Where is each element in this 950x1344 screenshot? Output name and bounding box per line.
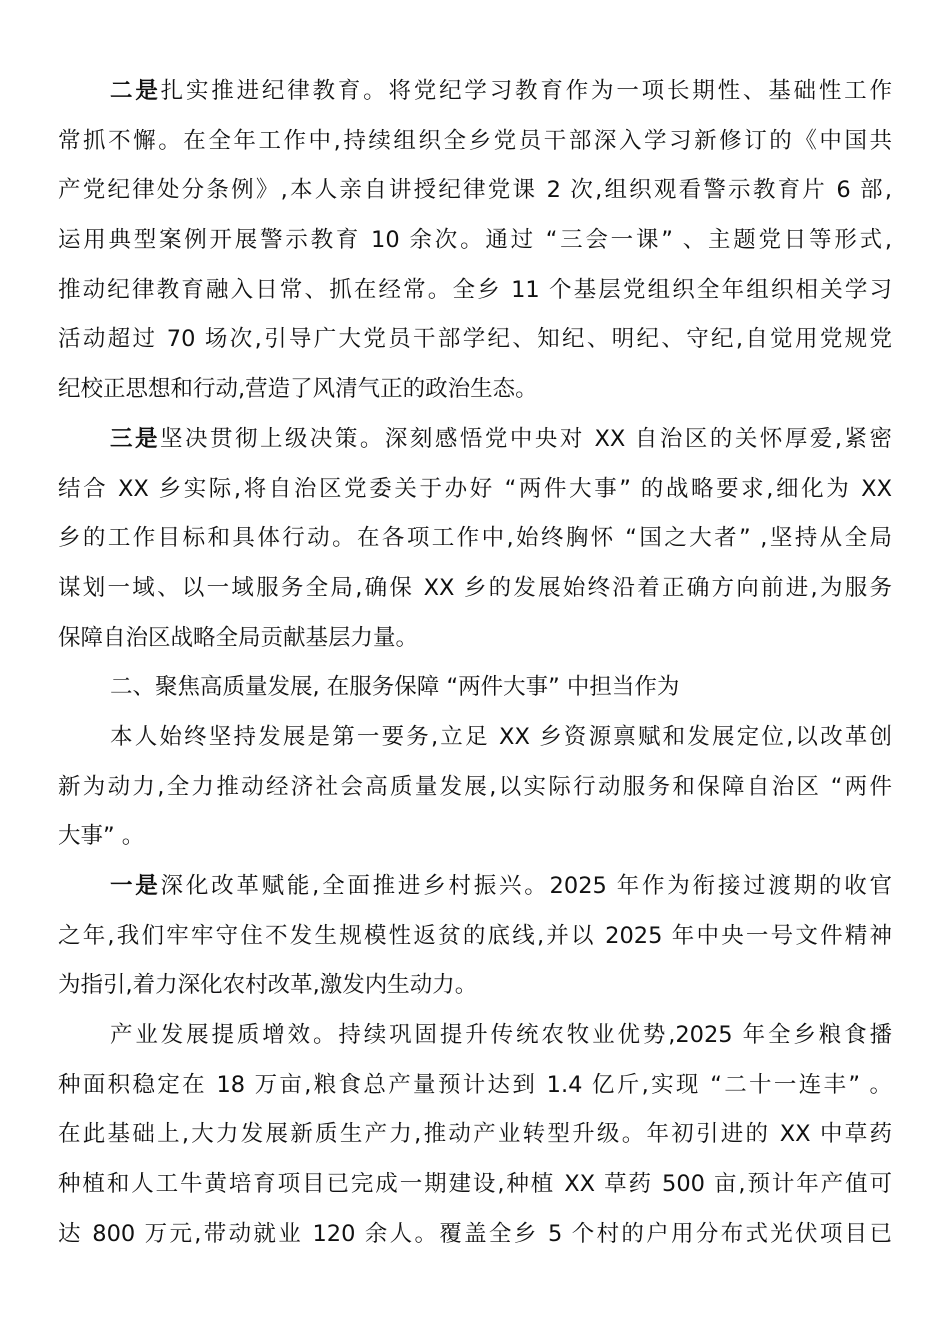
text-line: 种植和人工牛黄培育项目已完成一期建设,种植 XX 草药 500 亩,预计年产值可 [58,1171,892,1198]
text-line: 结合 XX 乡实际,将自治区党委关于办好 “两件大事” 的战略要求,细化为 XX [58,475,892,502]
text-line: 常抓不懈。在全年工作中,持续组织全乡党员干部深入学习新修订的《中国共 [58,127,892,154]
paragraph-industry-development [58,1011,892,1259]
text-line: 乡的工作目标和具体行动。在各项工作中,始终胸怀 “国之大者” ,坚持从全局 [58,525,892,552]
text-line: 种面积稳定在 18 万亩,粮食总产量预计达到 1.4 亿斤,实现 “二十一连丰” 。 [58,1071,892,1098]
paragraph-lead: 二是 [110,78,161,104]
text-line: 产业发展提质增效。持续巩固提升传统农牧业优势,2025 年全乡粮食播 [110,1022,892,1049]
heading-text: 二、聚焦高质量发展, 在服务保障 “两件大事” 中担当作为 [110,674,680,701]
text-line: 二是扎实推进纪律教育。将党纪学习教育作为一项长期性、基础性工作 [110,78,892,104]
document-page [58,67,892,1260]
text-line: 为指引,着力深化农村改革,激发内生动力。 [58,972,478,999]
section-heading [58,663,892,713]
text-line: 在此基础上,大力发展新质生产力,推动产业转型升级。年初引进的 XX 中草药 [58,1121,892,1148]
text-line: 谋划一域、以一域服务全局,确保 XX 乡的发展始终沿着正确方向前进,为服务 [58,574,892,601]
text-line: 本人始终坚持发展是第一要务,立足 XX 乡资源禀赋和发展定位,以改革创 [110,723,892,750]
text-line: 纪校正思想和行动,营造了风清气正的政治生态。 [58,376,538,403]
text-line: 活动超过 70 场次,引导广大党员干部学纪、知纪、明纪、守纪,自觉用党规党 [58,326,892,353]
text-line: 大事” 。 [58,823,145,850]
text-line: 运用典型案例开展警示教育 10 余次。通过 “三会一课” 、主题党日等形式, [58,227,892,254]
paragraph-development-intro [58,713,892,862]
text-line: 三是坚决贯彻上级决策。深刻感悟党中央对 XX 自治区的关怀厚爱,紧密 [110,425,892,452]
paragraph-discipline-education [58,67,892,415]
text-line: 新为动力,全力推动经济社会高质量发展,以实际行动服务和保障自治区 “两件 [58,773,892,800]
text-line: 保障自治区战略全局贡献基层力量。 [58,624,419,651]
text-line: 达 800 万元,带动就业 120 余人。覆盖全乡 5 个村的户用分布式光伏项目已 [58,1220,892,1247]
paragraph-rural-revitalization [58,862,892,1011]
text-line: 推动纪律教育融入日常、抓在经常。全乡 11 个基层党组织全年组织相关学习 [58,276,892,303]
text-line: 产党纪律处分条例》,本人亲自讲授纪律党课 2 次,组织观看警示教育片 6 部, [58,177,892,204]
text-line: 之年,我们牢牢守住不发生规模性返贫的底线,并以 2025 年中央一号文件精神 [58,922,892,949]
paragraph-lead: 一是 [110,873,161,899]
paragraph-implement-decisions [58,415,892,663]
paragraph-lead: 三是 [110,425,160,452]
text-line: 一是深化改革赋能,全面推进乡村振兴。2025 年作为衔接过渡期的收官 [110,873,892,899]
